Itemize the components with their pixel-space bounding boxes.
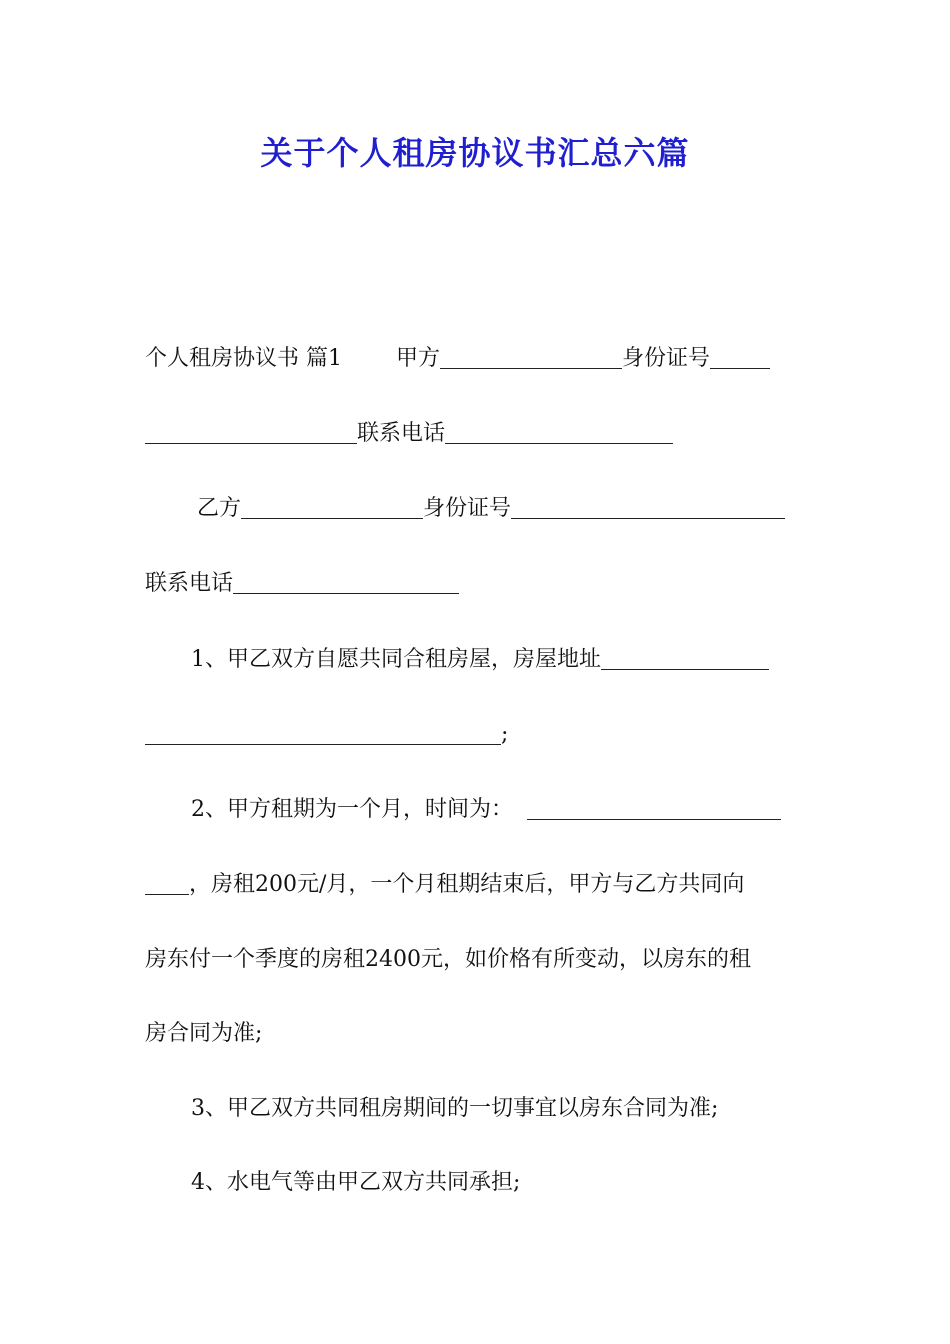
clause-1-text: 1、甲乙双方自愿共同合租房屋，房屋地址 [191,647,601,672]
party-b-label: 乙方 [197,496,242,521]
party-a-phone-blank[interactable] [445,417,673,444]
clause-2 [145,790,810,830]
clause-2-line-2 [145,865,810,905]
clause-1-continued [145,715,810,755]
party-a-phone-line [145,414,810,454]
clause-4 [145,1163,810,1203]
clause-2-line-4 [145,1014,810,1054]
party-b-id-label: 身份证号 [423,496,512,521]
agreement-heading: 个人租房协议书 篇1 [145,346,342,371]
clause-2-contract-text: 房合同为准; [145,1021,263,1046]
party-b-id-blank[interactable] [511,492,785,519]
lease-period-blank[interactable] [527,793,781,820]
party-a-id-blank-continued[interactable] [145,417,357,444]
clause-2-landlord-text: 房东付一个季度的房租2400元，如价格有所变动，以房东的租 [145,947,751,972]
clause-3-text: 3、甲乙双方共同租房期间的一切事宜以房东合同为准; [191,1096,719,1121]
clause-2-rent-text: ，房租200元/月，一个月租期结束后，甲方与乙方共同向 [189,872,745,897]
party-a-line [145,339,810,379]
party-b-phone-line [145,564,810,604]
clause-1-end: ; [501,722,509,747]
clause-2-line-3 [145,940,810,980]
party-a-phone-label: 联系电话 [357,421,446,446]
clause-4-text: 4、水电气等由甲乙双方共同承担; [191,1170,521,1195]
party-a-id-blank[interactable] [710,342,770,369]
party-b-line [145,489,810,529]
party-a-id-label: 身份证号 [622,346,711,371]
party-b-name-blank[interactable] [241,492,423,519]
house-address-blank-continued[interactable] [145,718,501,745]
house-address-blank[interactable] [601,643,769,670]
clause-2-text: 2、甲方租期为一个月，时间为： [191,797,513,822]
party-b-phone-blank[interactable] [233,567,459,594]
clause-1 [145,640,810,680]
party-b-phone-label: 联系电话 [145,571,234,596]
party-a-label: 甲方 [396,346,441,371]
document-title: 关于个人租房协议书汇总六篇 [260,134,690,172]
clause-3 [145,1089,810,1129]
lease-period-blank-continued[interactable] [145,868,189,895]
party-a-name-blank[interactable] [440,342,622,369]
